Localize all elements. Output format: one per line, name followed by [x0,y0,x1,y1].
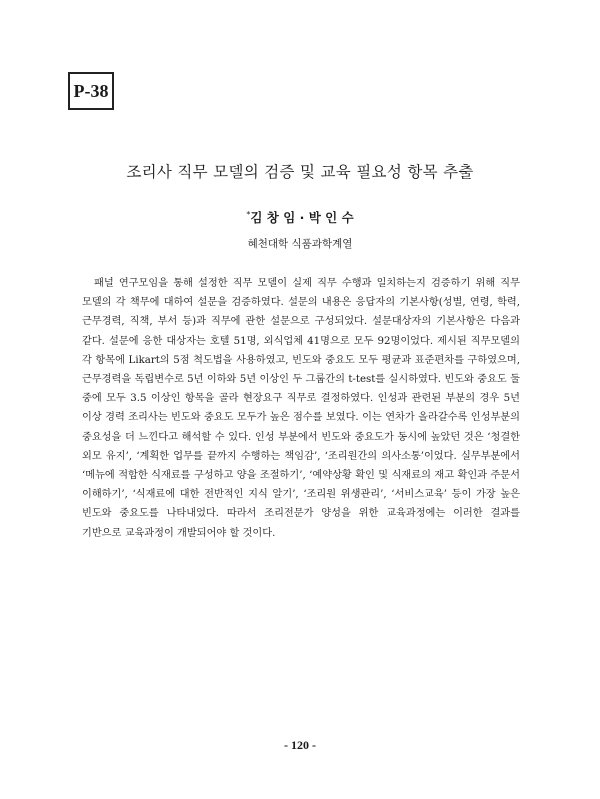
paper-title: 조리사 직무 모델의 검증 및 교육 필요성 항목 추출 [126,163,474,181]
page-number: - 120 - [284,738,316,752]
paper-code-box [68,72,114,110]
author-line [0,208,600,226]
paper-code: P-38 [73,80,109,101]
abstract-body: 패널 연구모임을 통해 설정한 직무 모델이 실제 직무 수행과 일치하는지 검증하기 위해 직무 모델의 각 책무에 대하여 설문을 검증하였다. 설문의 내용은 응답자의 기본사항(성별, 연령, 학력, 근무경력, 직책, 부서 등)과 직무에 관한 설문으로 구성되었다. 설문대상자의 기본사항은 다음과 같다. 설문에 응한 대상자는 호텔 51명, 외식업체 41명으로 모두 92명이었다. 제시된 직무모델의 각 항목에 Likart의 5점 척도법을 사용하였고, 빈도와 중요도 모두 평균과 표준편차를 구하였으며, 근무경력을 독립변수로 5년 이하와 5년 이상인 두 그룹간의 t-test를 실시하였다. 빈도와 중요도 둘 중에 모두 3.5 이상인 항목을 골라 현장요구 직무로 결정하였다. 인성과 관련된 부분의 경우 5년 이상 경력 조리사는 빈도와 중요도 모두가 높은 점수를 보였다. 이는 연차가 올라갈수록 인성부분의 중요성을 더 느낀다고 해석할 수 있다. 인성 부분에서 빈도와 중요도가 동시에 높았던 것은 ‘청결한 외모 유지’, ‘계획한 업무를 끝까지 수행하는 책임감’, ‘조리원간의 의사소통’이었다. 실무부분에서 ‘메뉴에 적합한 식재료를 구성하고 양을 조절하기’, ‘예약상황 확인 및 식재료의 재고 확인과 주문서 이해하기’, ‘식재료에 대한 전반적인 지식 알기’, ‘조리원 위생관리’, ‘서비스교육’ 등이 가장 높은 빈도와 중요도를 나타내었다. 따라서 조리전문가 양성을 위한 교육과정에는 이러한 결과를 기반으로 교육과정이 개발되어야 할 것이다. [82,278,520,539]
corresponding-author-marker: * [246,210,251,219]
author-names: 김 창 임 · 박 인 수 [250,210,354,225]
affiliation: 혜천대학 식품과학계열 [247,238,353,250]
